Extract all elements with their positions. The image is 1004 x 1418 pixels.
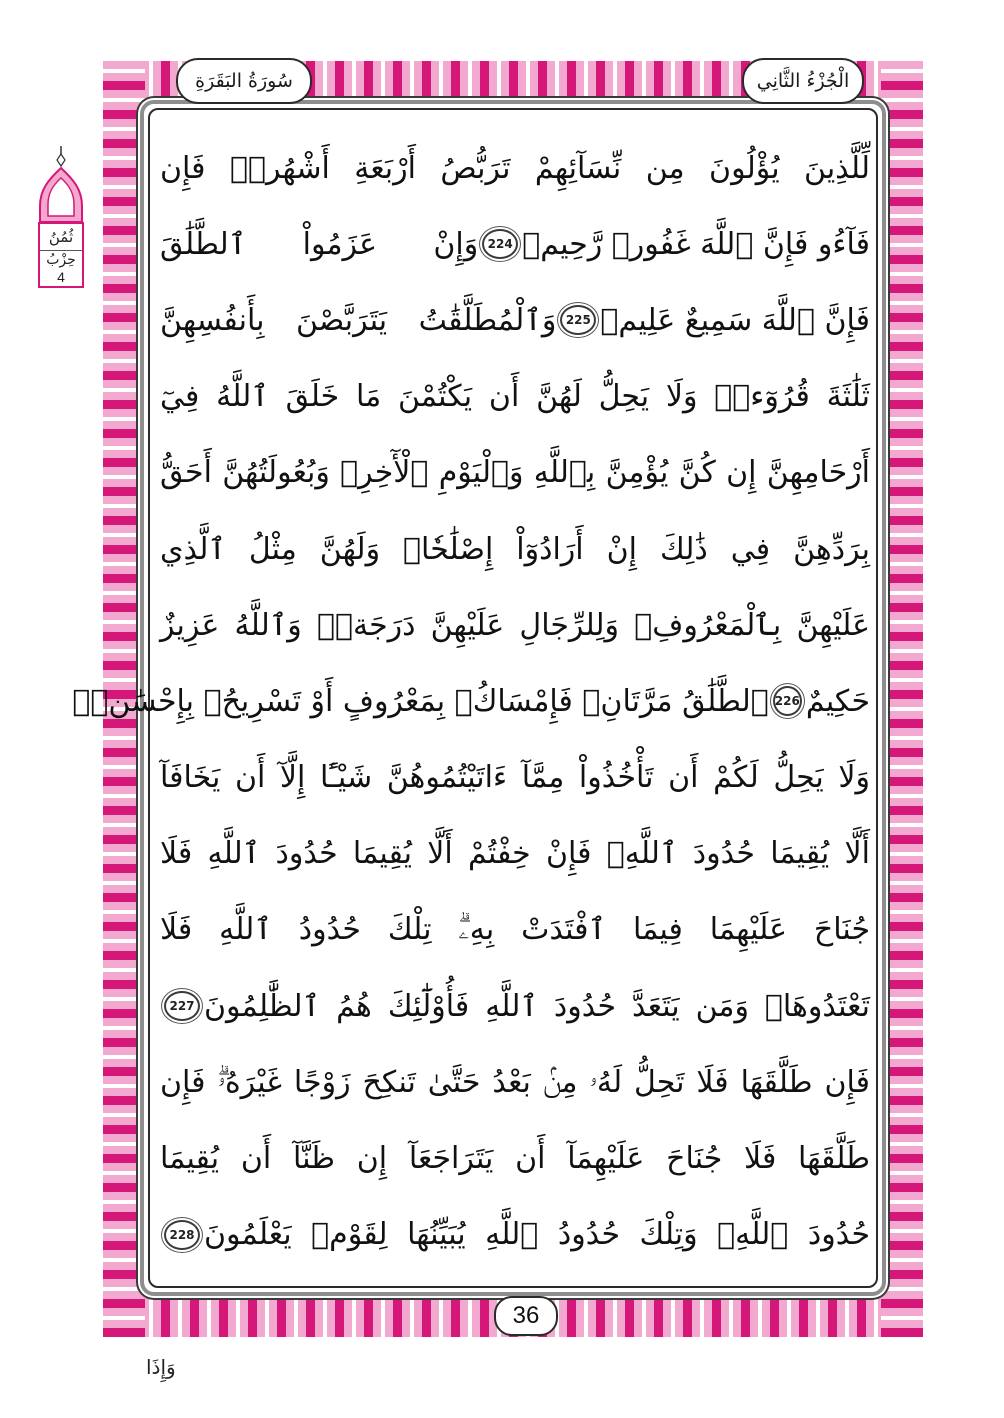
text-line [72, 663, 870, 739]
line-text: حُدُودَ ٱللَّهِۗ وَتِلْكَ حُدُودُ ٱللَّهِ يُبَيِّنُهَا لِقَوْمٖ يَعْلَمُونَ [204, 1217, 870, 1253]
catchword: وَإِذَا [146, 1355, 176, 1379]
text-line [160, 968, 870, 1044]
text-line [160, 816, 870, 892]
line-text: أَرْحَامِهِنَّ إِن كُنَّ يُؤْمِنَّ بِٱللَّهِ وَٱلْيَوْمِ ٱلْأٓخِرِۚ وَبُعُولَتُهُنَّ أَحَقُّ [160, 455, 870, 491]
juz-name-label: الْجُزْءُ الثَّانِي [742, 58, 864, 104]
hizb-marker-box [38, 222, 84, 288]
page-number: 36 [494, 1296, 558, 1336]
hizb-number: 4 [57, 269, 65, 285]
line-text: فَإِنَّ ٱللَّهَ سَمِيعٌ عَلِيمٞ [600, 302, 870, 338]
text-line [160, 206, 870, 282]
hizb-quarter-label: ثُمُنُ [48, 228, 74, 246]
text-line [160, 511, 870, 587]
hizb-label: حِزْبُ [40, 250, 82, 269]
quran-text-block [72, 130, 870, 1273]
line-text: تَعْتَدُوهَاۚ وَمَن يَتَعَدَّ حُدُودَ ٱللَّهِ فَأُوْلَٰٓئِكَ هُمُ ٱلظَّٰلِمُونَ [204, 988, 870, 1024]
text-line [160, 282, 870, 358]
ornamental-border-right [881, 61, 923, 1337]
line-text-tail: وَٱلْمُطَلَّقَٰتُ يَتَرَبَّصْنَ بِأَنفُسِهِنَّ [160, 302, 557, 338]
ayah-number-marker: 228 [164, 1220, 200, 1250]
line-text: طَلَّقَهَا فَلَا جُنَاحَ عَلَيْهِمَآ أَن يَتَرَاجَعَآ إِن ظَنَّآ أَن يُقِيمَا [160, 1141, 870, 1177]
text-line [160, 892, 870, 968]
line-text: لِّلَّذِينَ يُؤْلُونَ مِن نِّسَآئِهِمْ تَرَبُّصُ أَرْبَعَةِ أَشْهُرٖۖ فَإِن [160, 150, 870, 186]
text-line [160, 740, 870, 816]
line-text: حَكِيمٌ [805, 683, 870, 719]
text-line [160, 1044, 870, 1120]
line-text: وَلَا يَحِلُّ لَكُمْ أَن تَأْخُذُواْ مِمَّآ ءَاتَيْتُمُوهُنَّ شَيْـًٔا إِلَّآ أَن يَخَافَآ [160, 760, 870, 796]
text-line [160, 1120, 870, 1196]
ayah-number-marker: 227 [164, 991, 200, 1021]
line-text: بِرَدِّهِنَّ فِي ذَٰلِكَ إِنْ أَرَادُوٓاْ إِصْلَٰحٗاۚ وَلَهُنَّ مِثْلُ ٱلَّذِي [160, 531, 870, 567]
line-text: ثَلَٰثَةَ قُرُوٓءٖۚ وَلَا يَحِلُّ لَهُنَّ أَن يَكْتُمْنَ مَا خَلَقَ ٱللَّهُ فِيٓ [160, 379, 870, 415]
surah-name-label: سُورَةُ البَقَرَةِ [176, 58, 312, 104]
ayah-number-marker: 224 [482, 229, 518, 259]
text-line [160, 587, 870, 663]
line-text: فَإِن طَلَّقَهَا فَلَا تَحِلُّ لَهُۥ مِنۢ بَعْدُ حَتَّىٰ تَنكِحَ زَوْجًا غَيْرَهُۥۗ فَإِن [160, 1064, 870, 1100]
text-line [160, 1197, 870, 1273]
line-text: فَآءُو فَإِنَّ ٱللَّهَ غَفُورٞ رَّحِيمٞ [522, 226, 870, 262]
text-line [160, 130, 870, 206]
ayah-number-marker: 226 [773, 686, 802, 716]
line-text: عَلَيْهِنَّ بِٱلْمَعْرُوفِۚ وَلِلرِّجَالِ عَلَيْهِنَّ دَرَجَةٞۗ وَٱللَّهُ عَزِيزٌ [160, 607, 870, 643]
text-line [160, 359, 870, 435]
text-line [160, 435, 870, 511]
line-text: أَلَّا يُقِيمَا حُدُودَ ٱللَّهِۖ فَإِنْ خِفْتُمْ أَلَّا يُقِيمَا حُدُودَ ٱللَّهِ فَلَا [160, 836, 870, 872]
line-text-tail: ٱلطَّلَٰقُ مَرَّتَانِۖ فَإِمْسَاكُۢ بِمَعْرُوفٍ أَوْ تَسْرِيحُۢ بِإِحْسَٰنٖۗ [72, 683, 769, 719]
ayah-number-marker: 225 [560, 305, 596, 335]
line-text: جُنَاحَ عَلَيْهِمَا فِيمَا ٱفْتَدَتْ بِهِۦۗ تِلْكَ حُدُودُ ٱللَّهِ فَلَا [160, 912, 870, 948]
line-text-tail: وَإِنْ عَزَمُواْ ٱلطَّلَٰقَ [160, 226, 479, 262]
